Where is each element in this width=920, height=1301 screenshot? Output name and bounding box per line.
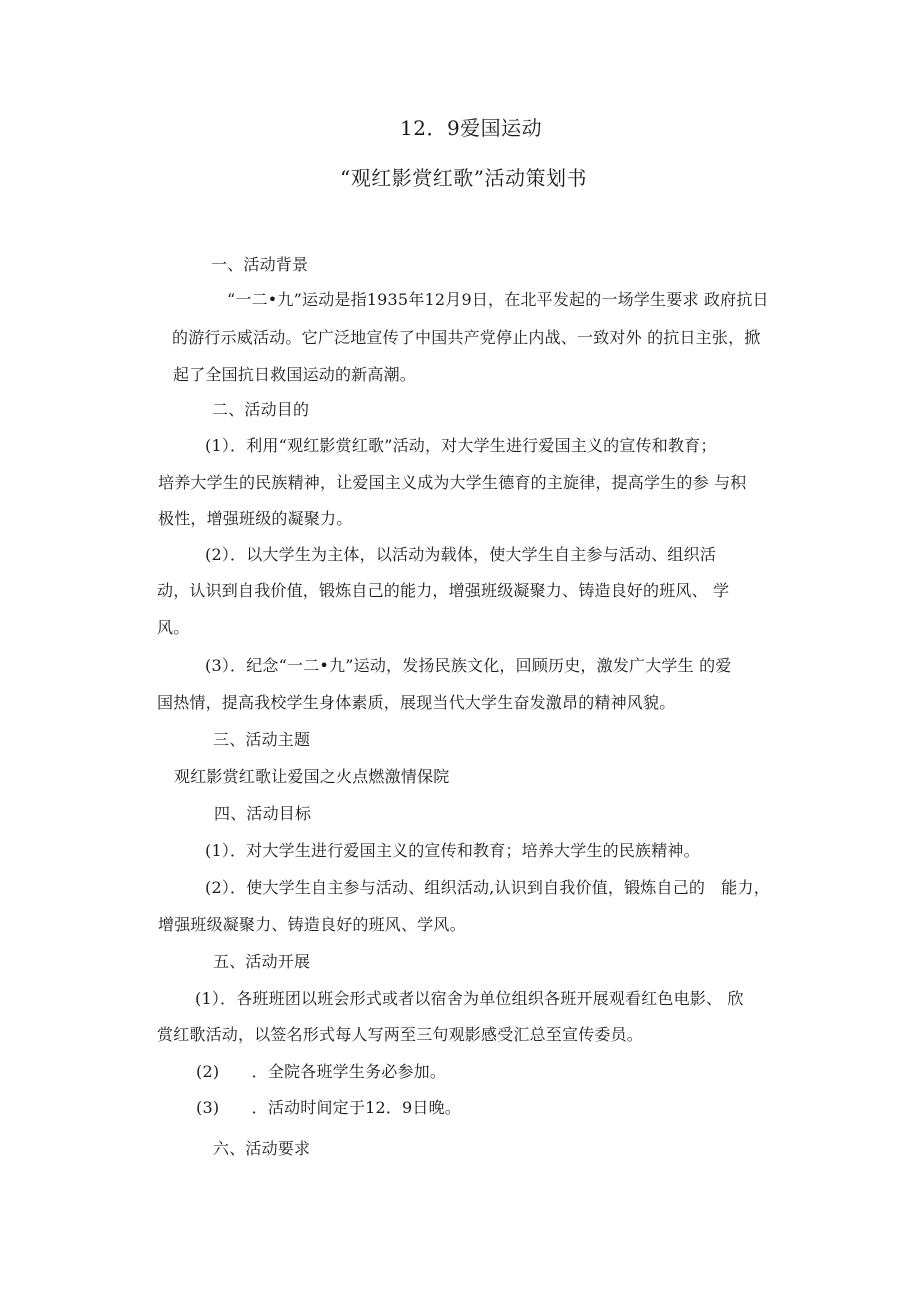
section-heading-requirements: 六、活动要求 (213, 1139, 311, 1158)
background-paragraph-line: 起了全国抗日救国运动的新高潮。 (173, 365, 417, 384)
document-title: 12．9爱国运动 (400, 116, 543, 140)
purpose-item-line: 极性，增强班级的凝聚力。 (158, 509, 353, 528)
goals-item-line: (1）．对大学生进行爱国主义的宣传和教育；培养大学生的民族精神。 (205, 841, 700, 860)
purpose-item-line: 风。 (157, 618, 190, 637)
section-heading-activities: 五、活动开展 (213, 952, 311, 971)
purpose-item-line: 动，认识到自我价值，锻炼自己的能力，增强班级凝聚力、铸造良好的班风、 学 (157, 581, 730, 600)
activities-item-line: (1）．各班班团以班会形式或者以宿舍为单位组织各班开展观看红色电影、 欣 (195, 989, 744, 1008)
section-heading-purpose: 二、活动目的 (212, 400, 310, 419)
document-subtitle: “观红影赏红歌”活动策划书 (340, 166, 587, 190)
theme-text: 观红影赏红歌让爱国之火点燃激情保院 (174, 767, 450, 786)
section-heading-theme: 三、活动主题 (213, 730, 311, 749)
goals-item-line: (2）．使大学生自主参与活动、组织活动,认识到自我价值，锻炼自己的 能力， (205, 878, 770, 897)
purpose-item-line: (3）．纪念“一二•九”运动，发扬民族文化，回顾历史，激发广大学生 的爱 (205, 656, 732, 675)
background-paragraph-line: “一二•九”运动是指1935年12月9日，在北平发起的一场学生要求 政府抗日 (227, 290, 769, 309)
activities-item-line: 赏红歌活动，以签名形式每人写两至三句观影感受汇总至宣传委员。 (157, 1025, 644, 1044)
activities-item-line: (3) ．活动时间定于12．9日晚。 (196, 1098, 462, 1117)
section-heading-goals: 四、活动目标 (214, 804, 312, 823)
background-paragraph-line: 的游行示威活动。它广泛地宣传了中国共产党停止内战、一致对外 的抗日主张，掀 (172, 328, 761, 347)
purpose-item-line: (1）．利用“观红影赏红歌”活动，对大学生进行爱国主义的宣传和教育； (205, 436, 717, 455)
section-heading-background: 一、活动背景 (211, 255, 309, 274)
purpose-item-line: 国热情，提高我校学生身体素质，展现当代大学生奋发激昂的精神风貌。 (157, 693, 676, 712)
goals-item-line: 增强班级凝聚力、铸造良好的班风、学风。 (158, 915, 466, 934)
purpose-item-line: (2）．以大学生为主体，以活动为载体，使大学生自主参与活动、组织活 (205, 545, 717, 564)
activities-item-line: (2) ．全院各班学生务必参加。 (196, 1062, 447, 1081)
purpose-item-line: 培养大学生的民族精神，让爱国主义成为大学生德育的主旋律，提高学生的参 与积 (158, 473, 747, 492)
